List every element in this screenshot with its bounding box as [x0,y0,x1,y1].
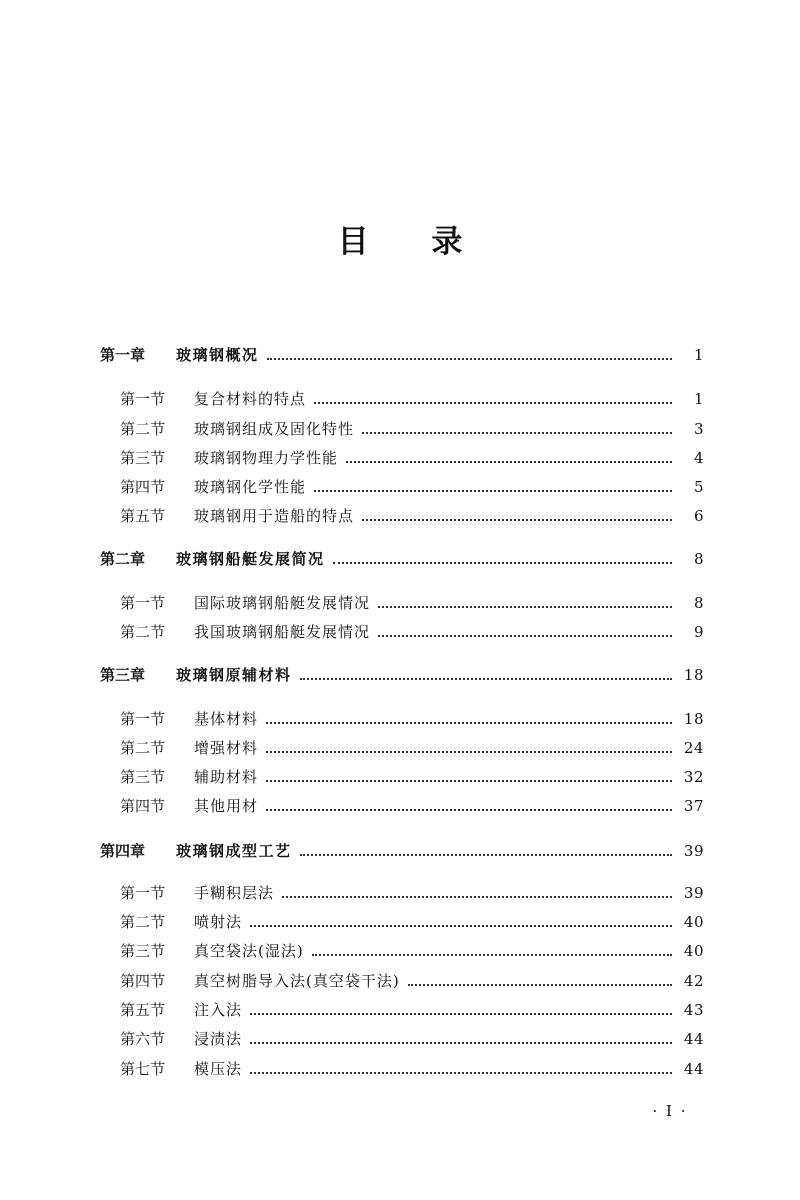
dot-leader [314,402,672,404]
toc-page-number: 9 [693,623,704,641]
section-number: 第四节 [120,972,166,990]
section-title: 模压法 [194,1060,243,1078]
section-number: 第二节 [120,420,166,438]
dot-leader [250,1072,672,1074]
toc-section-entry[interactable] [120,476,704,498]
section-title: 复合材料的特点 [194,390,307,408]
toc-page-number: 1 [693,346,704,364]
section-title: 玻璃钢物理力学性能 [194,449,339,467]
toc-page-number: 4 [693,449,704,467]
section-number: 第二节 [120,913,166,931]
dot-leader [333,562,672,564]
toc-page-number: 5 [693,478,704,496]
section-number: 第四节 [120,797,166,815]
dot-leader [300,854,672,856]
dot-leader [346,461,672,463]
toc-chapter-entry[interactable] [100,840,704,862]
dot-leader [282,896,672,898]
section-title: 增强材料 [194,739,259,757]
chapter-number: 第三章 [100,666,146,684]
toc-section-entry[interactable] [120,882,704,904]
toc-page-number: 18 [683,710,704,728]
toc-page-number: 43 [683,1001,704,1019]
section-number: 第一节 [120,594,166,612]
toc-chapter-entry[interactable] [100,344,704,366]
dot-leader [300,678,672,680]
toc-page-number: 37 [683,797,704,815]
section-number: 第一节 [120,390,166,408]
toc-section-entry[interactable] [120,447,704,469]
toc-section-entry[interactable] [120,911,704,933]
toc-page-number: 40 [683,913,704,931]
section-number: 第二节 [120,623,166,641]
toc-page-number: 18 [683,666,704,684]
dot-leader [378,606,672,608]
toc-page-number: 8 [693,594,704,612]
toc-section-entry[interactable] [120,708,704,730]
section-number: 第四节 [120,478,166,496]
dot-leader [362,432,672,434]
dot-leader [250,1013,672,1015]
toc-page-number: 42 [683,972,704,990]
dot-leader [250,925,672,927]
section-title: 真空袋法(湿法) [194,942,304,960]
toc-chapter-entry[interactable] [100,664,704,686]
section-title: 注入法 [194,1001,243,1019]
dot-leader [267,358,672,360]
toc-chapter-entry[interactable] [100,548,704,570]
toc-section-entry[interactable] [120,737,704,759]
section-title: 玻璃钢化学性能 [194,478,307,496]
toc-page-number: 32 [683,768,704,786]
page-number: · I · [652,1102,688,1120]
toc-page-number: 44 [683,1060,704,1078]
section-title: 真空树脂导入法(真空袋干法) [194,972,400,990]
section-number: 第三节 [120,768,166,786]
section-number: 第一节 [120,710,166,728]
toc-section-entry[interactable] [120,592,704,614]
section-number: 第三节 [120,449,166,467]
section-number: 第五节 [120,507,166,525]
section-title: 浸渍法 [194,1030,243,1048]
dot-leader [408,984,672,986]
toc-page-number: 6 [693,507,704,525]
section-number: 第一节 [120,884,166,902]
chapter-title: 玻璃钢概况 [176,346,259,364]
toc-page-number: 39 [683,842,704,860]
dot-leader [266,780,672,782]
toc-page-number: 39 [683,884,704,902]
toc-section-entry[interactable] [120,999,704,1021]
toc-section-entry[interactable] [120,1058,704,1080]
toc-section-entry[interactable] [120,795,704,817]
chapter-number: 第一章 [100,346,146,364]
section-title: 基体材料 [194,710,259,728]
dot-leader [266,751,672,753]
toc-section-entry[interactable] [120,621,704,643]
section-title: 玻璃钢用于造船的特点 [194,507,355,525]
dot-leader [266,722,672,724]
toc-section-entry[interactable] [120,940,704,962]
dot-leader [312,954,672,956]
section-title: 手糊积层法 [194,884,275,902]
section-number: 第五节 [120,1001,166,1019]
section-title: 玻璃钢组成及固化特性 [194,420,355,438]
toc-page-number: 1 [693,390,704,408]
chapter-title: 玻璃钢原辅材料 [176,666,292,684]
toc-section-entry[interactable] [120,388,704,410]
toc-page-number: 24 [683,739,704,757]
section-number: 第二节 [120,739,166,757]
toc-page-number: 40 [683,942,704,960]
section-title: 我国玻璃钢船艇发展情况 [194,623,371,641]
dot-leader [378,635,672,637]
toc-section-entry[interactable] [120,1028,704,1050]
toc-section-entry[interactable] [120,970,704,992]
toc-page-number: 3 [693,420,704,438]
chapter-number: 第二章 [100,550,146,568]
dot-leader [314,490,672,492]
section-title: 喷射法 [194,913,243,931]
toc-section-entry[interactable] [120,505,704,527]
toc-page-number: 44 [683,1030,704,1048]
section-number: 第七节 [120,1060,166,1078]
toc-page-number: 8 [693,550,704,568]
section-title: 其他用材 [194,797,259,815]
chapter-number: 第四章 [100,842,146,860]
dot-leader [266,809,672,811]
toc-section-entry[interactable] [120,766,704,788]
chapter-title: 玻璃钢船艇发展简况 [176,550,325,568]
section-title: 辅助材料 [194,768,259,786]
dot-leader [250,1042,672,1044]
page-title: 目 录 [337,224,489,260]
chapter-title: 玻璃钢成型工艺 [176,842,292,860]
toc-section-entry[interactable] [120,418,704,440]
section-number: 第六节 [120,1030,166,1048]
dot-leader [362,519,672,521]
section-number: 第三节 [120,942,166,960]
section-title: 国际玻璃钢船艇发展情况 [194,594,371,612]
